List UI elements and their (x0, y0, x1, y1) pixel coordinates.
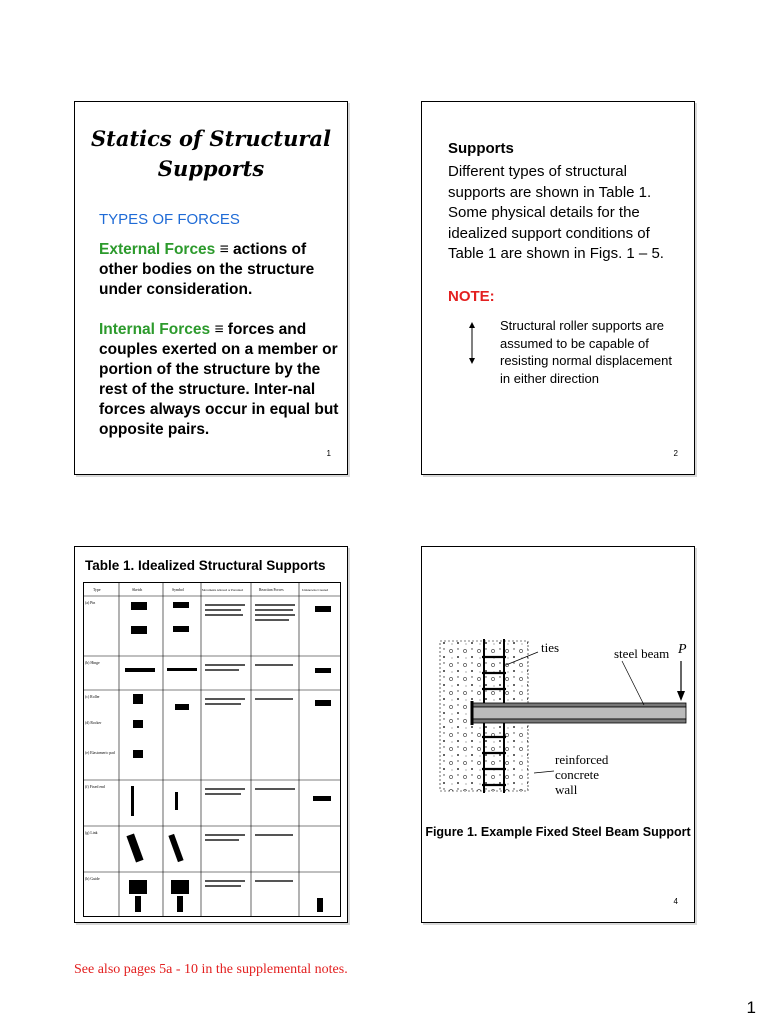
wall-label-line-2: concrete (555, 767, 600, 782)
table-header-sketch: Sketch (132, 588, 143, 592)
figure-caption: Figure 1. Example Fixed Steel Beam Support (425, 825, 691, 839)
table-type-label: (a) Pin (85, 601, 96, 605)
table-header-reaction: Reaction Forces (259, 588, 284, 592)
table-header-type: Type (93, 588, 101, 592)
note-label: NOTE: (448, 288, 495, 305)
table-type-label: (f) Fixed end (85, 785, 105, 789)
note-text: Structural roller supports are assumed to be capable of resisting normal displacement in either direction (500, 318, 672, 386)
external-forces-paragraph (99, 240, 341, 300)
supports-table-image (83, 582, 341, 917)
wall-label-line-3: wall (555, 782, 578, 797)
types-of-forces-heading: TYPES OF FORCES (99, 211, 240, 228)
supports-body: Different types of structural supports are shown in Table 1. Some physical details for the idealized support conditions of Table 1 are shown in Figs. 1 – 5. (448, 163, 664, 262)
table-title: Table 1. Idealized Structural Supports (85, 558, 326, 573)
internal-forces-paragraph (99, 320, 341, 440)
internal-forces-definition: forces and couples exerted on a member or portion of the structure by the rest of the structure. Inter-nal forces always occur in equal but opposite pairs. (99, 321, 339, 438)
internal-forces-term: Internal Forces (99, 321, 211, 338)
table-header-movements: Movements Allowed or Prevented (202, 588, 244, 592)
table-type-label: (e) Elastomeric pad (85, 751, 115, 755)
wall-label-line-1: reinforced (555, 752, 609, 767)
fixed-beam-figure (434, 633, 689, 803)
external-forces-term: External Forces (99, 241, 216, 258)
table-type-label: (c) Roller (85, 695, 100, 699)
equiv-symbol: ≡ (214, 321, 224, 338)
external-forces-definition: actions of other bodies on the structure under consideration. (99, 241, 315, 298)
slide-1 (74, 101, 348, 475)
load-p-label: P (678, 642, 687, 657)
slide-title: Statics of Structural Supports (90, 126, 332, 181)
table-header-unknowns: Unknowns Created (302, 588, 329, 592)
slide-2 (421, 101, 695, 475)
table-type-label: (g) Link (85, 831, 98, 835)
table-type-label: (b) Hinge (85, 661, 100, 665)
steel-beam-label: steel beam (614, 646, 670, 661)
ties-label: ties (541, 640, 560, 655)
equiv-symbol: ≡ (219, 241, 229, 258)
supports-heading: Supports (448, 140, 514, 157)
table-type-label: (d) Rocker (85, 721, 102, 725)
slide-number: 2 (673, 449, 678, 458)
slide-number: 1 (326, 449, 331, 458)
slide-3 (74, 546, 348, 923)
table-header-symbol: Symbol (172, 588, 184, 592)
slide-4 (421, 546, 695, 923)
slide-number: 4 (673, 897, 678, 906)
double-arrow-icon (466, 322, 478, 364)
table-type-label: (h) Guide (85, 877, 100, 881)
page-number: 1 (746, 998, 756, 1017)
supplemental-notes-footnote: See also pages 5a - 10 in the supplemental notes. (74, 962, 348, 977)
